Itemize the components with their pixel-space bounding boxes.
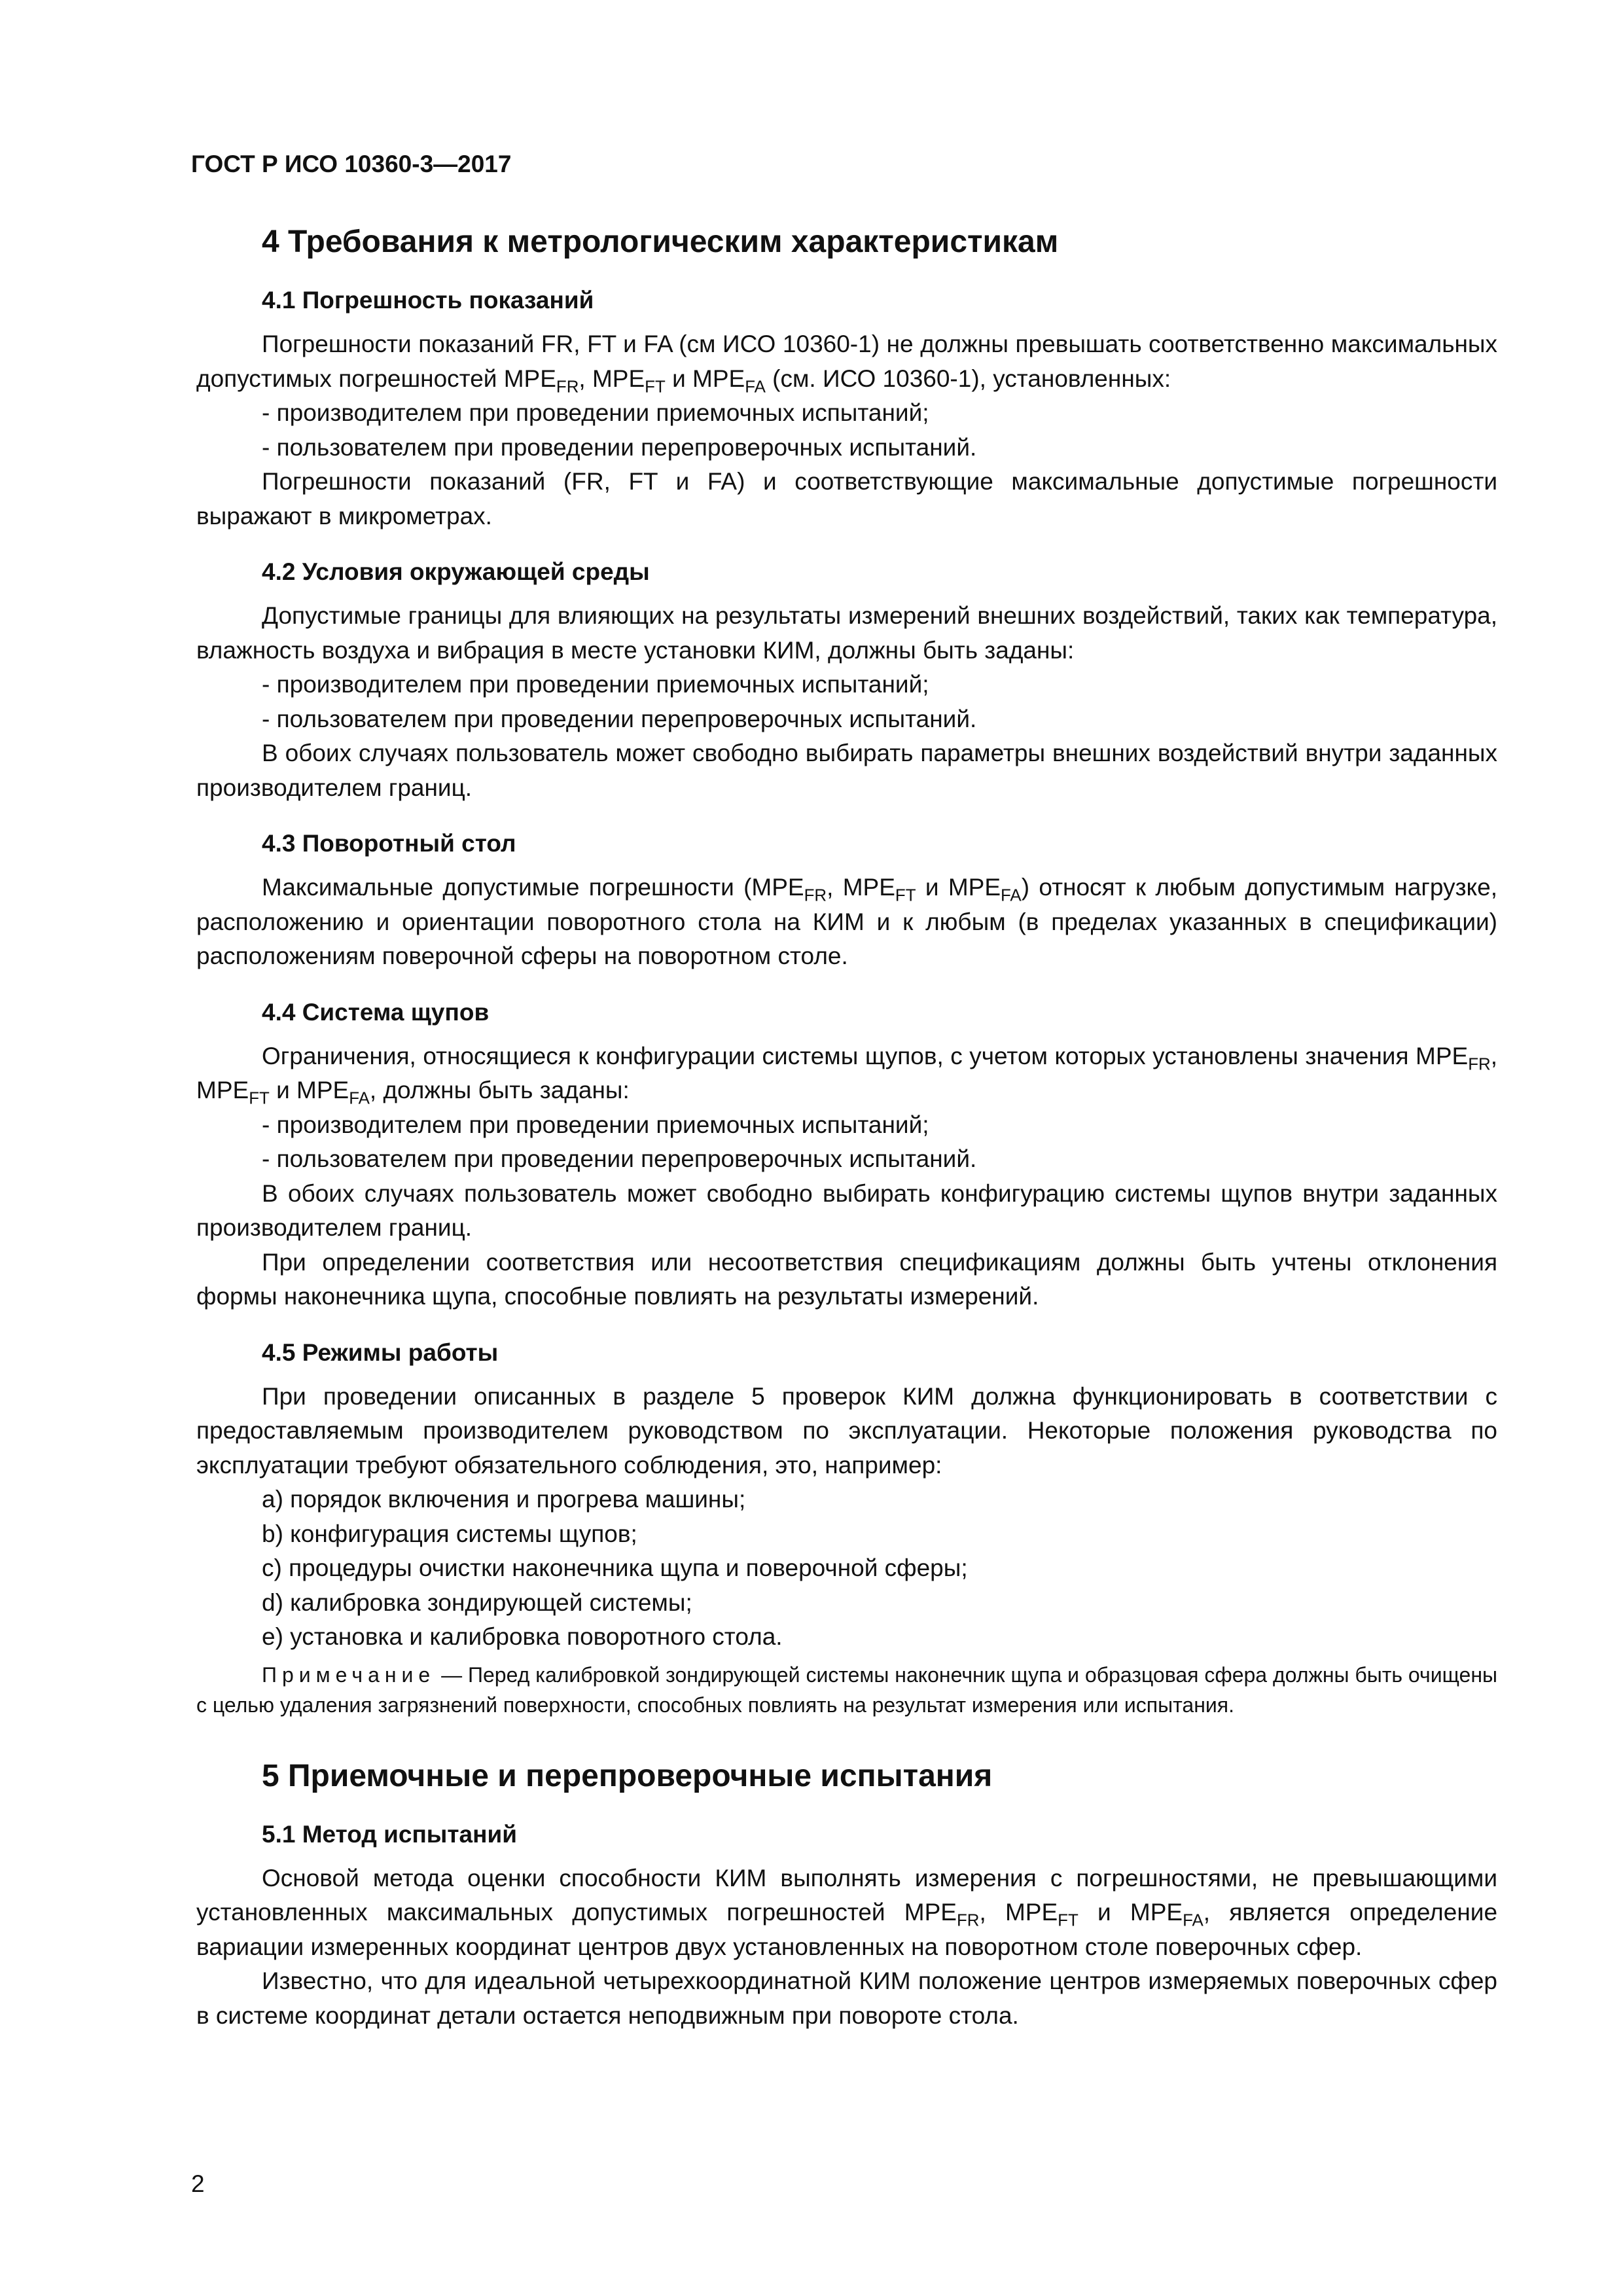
paragraph-4-5-1: При проведении описанных в разделе 5 проверок КИМ должна функционировать в соответствии с предоставляемым производителем руководством по эксплуатации. Некоторые положения руководства по эксплуатации требуют обязательного соблюдения, это, например: bbox=[196, 1382, 1497, 1479]
list-item: - пользователем при проведении перепроверочных испытаний. bbox=[262, 705, 977, 732]
list-item: - производителем при проведении приемочных испытаний; bbox=[262, 399, 929, 426]
list-item: d) калибровка зондирующей системы; bbox=[262, 1588, 692, 1616]
page-number: 2 bbox=[191, 2170, 205, 2197]
paragraph-4-4-1: Ограничения, относящиеся к конфигурации системы щупов, с учетом которых установлены значения $MPE_{FR}$, $MPE_{FT}$ и $MPE_{FA}$, должны быть заданы: bbox=[196, 1042, 1497, 1108]
subsection-4-1-title: 4.1 Погрешность показаний bbox=[262, 287, 594, 314]
list-item: a) порядок включения и прогрева машины; bbox=[262, 1486, 746, 1513]
subsection-4-4-title: 4.4 Система щупов bbox=[262, 998, 490, 1026]
paragraph-4-1-2: Погрешности показаний (FR, FT и FA) и соответствующие максимальные допустимые погрешности выражают в микрометрах. bbox=[196, 468, 1497, 529]
paragraph-5-1-1: Основой метода оценки способности КИМ выполнять измерения с погрешностями, не превышающими установленных максимальных допустимых погрешностей $MPE_{FR}$, $MPE_{FT}$ и $MPE_{FA}$, является определение вариации измеренных координат центров двух установленных на поворотном столе поверочных сфер. bbox=[196, 1864, 1498, 1960]
list-item: e) установка и калибровка поворотного стола. bbox=[262, 1623, 783, 1650]
paragraph-4-4-2: В обоих случаях пользователь может свободно выбирать конфигурацию системы щупов внутри заданных производителем границ. bbox=[196, 1179, 1497, 1241]
note-label: Примечание bbox=[262, 1662, 436, 1687]
note-text: — Перед калибровкой зондирующей системы наконечник щупа и образцовая сфера должны быть очищены с целью удаления загрязнений поверхности, способных повлиять на результат измерения или испытания. bbox=[196, 1662, 1497, 1717]
paragraph-4-1-1: Погрешности показаний FR, FT и FA (см ИСО 10360-1) не должны превышать соответственно максимальных допустимых погрешностей $MPE_{FR}$, $MPE_{FT}$ и $MPE_{FA}$ (см. ИСО 10360-1), установленных: bbox=[196, 331, 1497, 396]
paragraph-4-2-1: Допустимые границы для влияющих на результаты измерений внешних воздействий, таких как температура, влажность воздуха и вибрация в месте установки КИМ, должны быть заданы: bbox=[196, 602, 1497, 664]
subsection-4-3-title: 4.3 Поворотный стол bbox=[262, 830, 516, 857]
note-paragraph bbox=[196, 1660, 1497, 1720]
list-item: - пользователем при проведении перепроверочных испытаний. bbox=[262, 1145, 977, 1172]
list-item: - пользователем при проведении перепроверочных испытаний. bbox=[262, 433, 977, 461]
document-code-header: ГОСТ Р ИСО 10360-3—2017 bbox=[191, 151, 512, 177]
page-content bbox=[196, 223, 1497, 2033]
subsection-5-1-title: 5.1 Метод испытаний bbox=[262, 1820, 517, 1848]
paragraph-5-1-2: Известно, что для идеальной четырехкоординатной КИМ положение центров измеряемых поверочных сфер в системе координат детали остается неподвижным при повороте стола. bbox=[196, 1967, 1497, 2029]
paragraph-4-3-1: Максимальные допустимые погрешности ($MPE_{FR}$, $MPE_{FT}$ и $MPE_{FA}$) относят к любым допустимым нагрузке, расположению и ориентации поворотного стола на КИМ и к любым (в пределах указанных в спецификации) расположениям поверочной сферы на поворотном столе. bbox=[196, 874, 1498, 969]
section-5-title: 5 Приемочные и перепроверочные испытания bbox=[262, 1758, 993, 1793]
list-item: c) процедуры очистки наконечника щупа и поверочной сферы; bbox=[262, 1554, 968, 1581]
list-item: b) конфигурация системы щупов; bbox=[262, 1520, 637, 1547]
subsection-4-2-title: 4.2 Условия окружающей среды bbox=[262, 558, 650, 585]
list-item: - производителем при проведении приемочных испытаний; bbox=[262, 1111, 929, 1138]
subsection-4-5-title: 4.5 Режимы работы bbox=[262, 1338, 499, 1366]
paragraph-4-4-3: При определении соответствия или несоответствия спецификациям должны быть учтены отклонения формы наконечника щупа, способные повлиять на результаты измерений. bbox=[196, 1248, 1497, 1310]
paragraph-4-2-2: В обоих случаях пользователь может свободно выбирать параметры внешних воздействий внутри заданных производителем границ. bbox=[196, 740, 1497, 801]
list-item: - производителем при проведении приемочных испытаний; bbox=[262, 671, 929, 698]
section-4-title: 4 Требования к метрологическим характеристикам bbox=[262, 224, 1059, 259]
